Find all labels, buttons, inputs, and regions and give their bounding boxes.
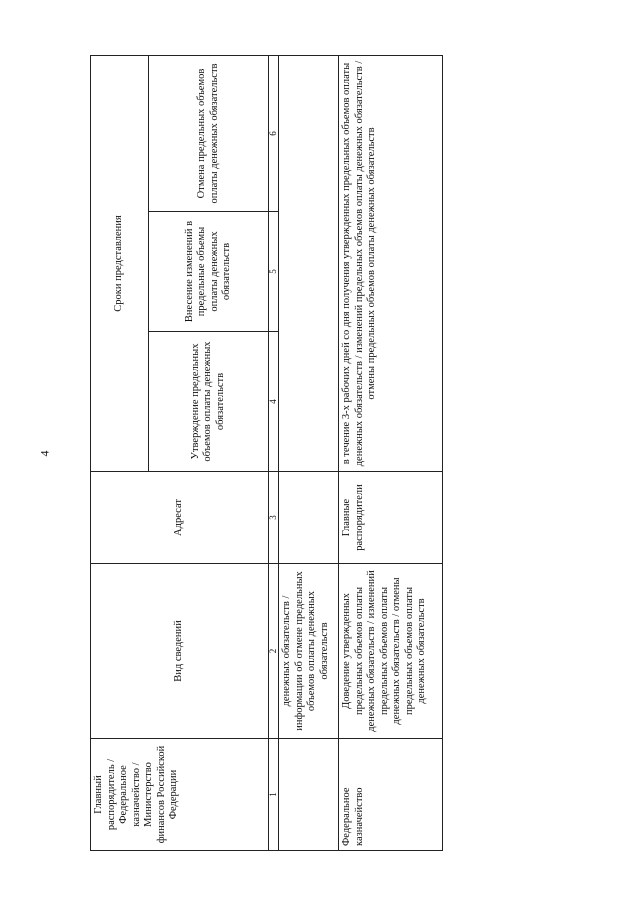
row2-col3: Главные распорядители — [339, 472, 443, 564]
col-number: 4 — [269, 332, 279, 472]
col-number: 1 — [269, 739, 279, 851]
header-col5: Внесение изменений в предельные объемы оплаты денежных обязательств — [149, 212, 269, 332]
row1-col1 — [279, 739, 339, 851]
col-number: 5 — [269, 212, 279, 332]
header-group-timing: Сроки представления — [91, 56, 149, 472]
header-col6: Отмена предельных объемов оплаты денежных обязательств — [149, 56, 269, 212]
row2-col2: Доведение утвержденных предельных объемов оплаты денежных обязательств / изменений предельных объемов оплаты денежных обязательств / отмены предельных объемов оплаты денежных обязательств — [339, 564, 443, 739]
row2-col1: Федеральное казначейство — [339, 739, 443, 851]
table-row — [339, 56, 443, 851]
row1-col2: денежных обязательств / информации об отмене предельных объемов оплаты денежных обязательств — [279, 564, 339, 739]
row1-timing — [279, 56, 339, 472]
col-number: 3 — [269, 472, 279, 564]
header-col3: Адресат — [91, 472, 269, 564]
row2-timing: в течение 3-х рабочих дней со дня получения утвержденных предельных объемов оплаты денежных обязательств / изменений предельных объемов оплаты денежных обязательств / отмены предельных объемов оплаты денежных обязательств — [339, 56, 443, 472]
col-number: 2 — [269, 564, 279, 739]
schedule-table — [90, 55, 443, 851]
col-number: 6 — [269, 56, 279, 212]
row1-col3 — [279, 472, 339, 564]
header-col4: Утверждение предельных объемов оплаты денежных обязательств — [149, 332, 269, 472]
table-row — [279, 56, 339, 851]
page-number: 4 — [37, 450, 52, 457]
rotated-table-wrapper — [90, 56, 427, 851]
header-col2: Вид сведений — [91, 564, 269, 739]
header-col1: Главный распорядитель / Федеральное казначейство / Министерство финансов Российской Федерации — [91, 739, 269, 851]
